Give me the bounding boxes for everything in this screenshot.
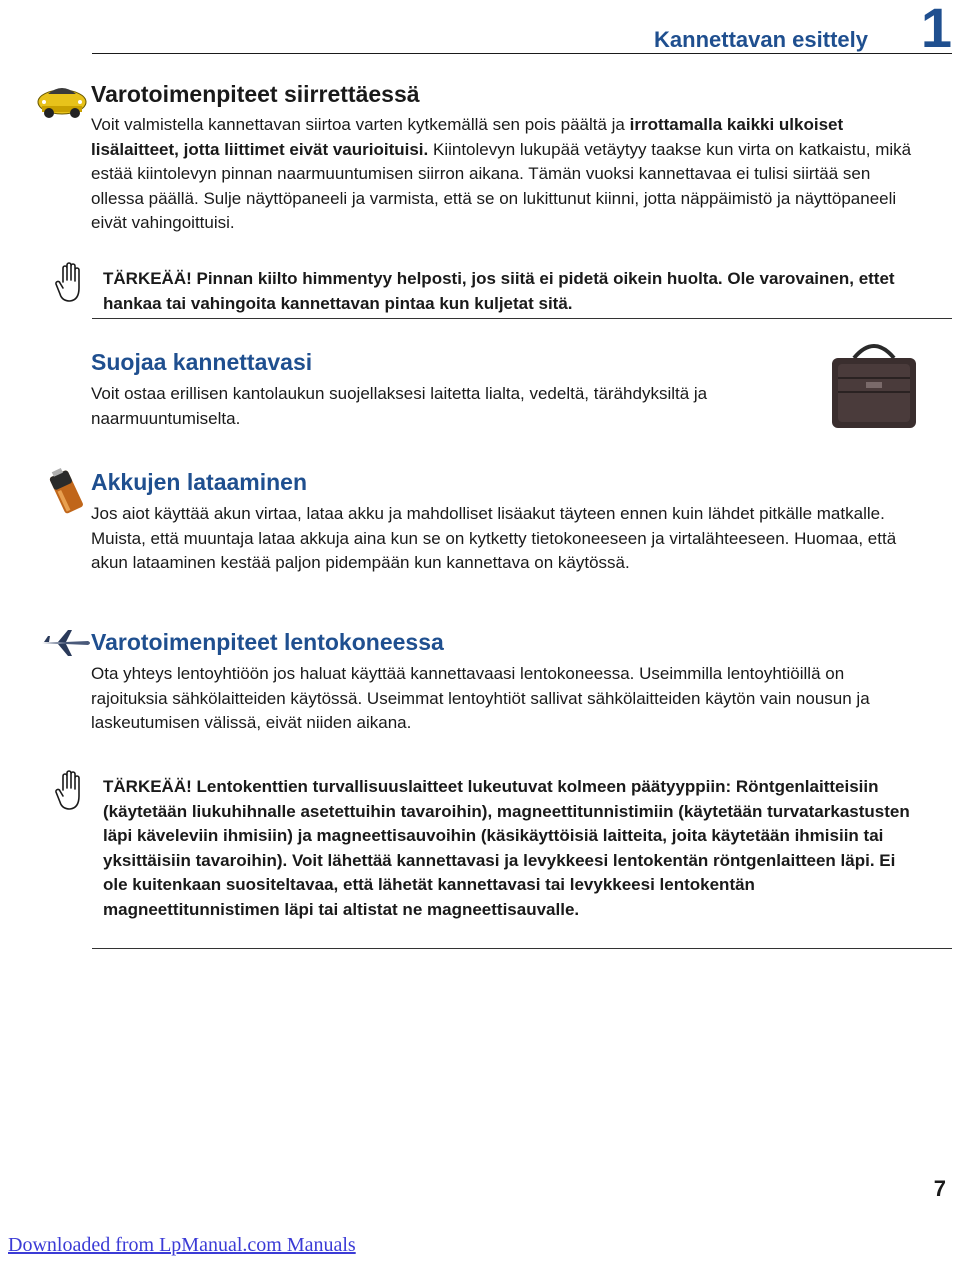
note-divider-1: [92, 318, 952, 319]
section-text-airplane: Ota yhteys lentoyhtiöön jos haluat käyttää kannettavaasi lentokoneessa. Useimmilla lentoyhtiöillä on rajoituksia sähkölaitteiden käytössä. Useimmat lentoyhtiöt sallivat sähkölaitteiden käytön vain nousun ja laskeutumisen välissä, eivät niiden aikana.: [91, 664, 870, 732]
car-icon: [36, 80, 88, 127]
note-divider-2: [92, 948, 952, 949]
section-text-transport: [91, 113, 921, 236]
header-divider: [92, 53, 952, 54]
hand-stop-icon: [54, 770, 86, 817]
chapter-title: Kannettavan esittely: [654, 27, 868, 52]
page-number: 7: [933, 1176, 946, 1201]
battery-icon: [46, 466, 86, 521]
transport-text-part2: Kiintolevyn lukupää vetäytyy taakse kun virta on katkaistu, mikä estää kiintolevyn pinnan naarmuuntumisen siirron aikana. Tämän vuoksi kannettavaa ei tulisi siirtää sen ollessa päällä. Sulje näyttöpaneeli ja varmista, että se on lukittunut kiinni, jotta näppäimistö ja näyttöpaneeli eivät vahingoittuisi.: [91, 139, 912, 232]
chapter-number: 1: [920, 0, 952, 59]
section-text-protect: Voit ostaa erillisen kantolaukun suojellaksesi laitetta lialta, vedeltä, tärähdyksiltä ja naarmuuntumiselta.: [91, 384, 708, 428]
section-title-airplane: Varotoimenpiteet lentokoneessa: [91, 629, 444, 655]
section-title-transport: Varotoimenpiteet siirrettäessä: [91, 81, 420, 107]
important-note-2: TÄRKEÄÄ! Lentokenttien turvallisuuslaitteet lukeutuvat kolmeen päätyyppiin: Röntgenlaitteisiin (käytetään liukuhihnalle asetettuihin tavaroihin), magneettitunnistimiin (käytetään turvatarkastusten läpi käveleviin ihmisiin) ja magneettisauvoihin (käsikäyttöisiä laitteita, joita käytetään ihmisiin tai yksittäisiin tavaroihin). Voit lähettää kannettavasi ja levykkeesi lentokentän röntgenlaitteen läpi. Ei ole kuitenkaan suositeltavaa, että lähetät kannettavasi tai levykkeesi lentokentän magneettitunnistimen läpi tai altistat ne magneettisauvalle.: [103, 777, 910, 919]
hand-stop-icon: [54, 262, 86, 309]
laptop-bag-image: [828, 334, 920, 437]
important-note-1: TÄRKEÄÄ! Pinnan kiilto himmentyy helposti, jos siitä ei pidetä oikein huolta. Ole varovainen, ettet hankaa tai vahingoita kannettavan pintaa kun kuljetat sitä.: [103, 269, 895, 313]
download-link[interactable]: Downloaded from LpManual.com Manuals: [8, 1234, 356, 1256]
transport-text-bold: irrottamalla kaikki ulkoiset lisälaitteet, jotta liittimet eivät vaurioituisi.: [91, 115, 844, 159]
section-title-protect: Suojaa kannettavasi: [91, 349, 313, 375]
airplane-icon: [40, 628, 92, 663]
section-title-battery: Akkujen lataaminen: [91, 469, 308, 495]
transport-text-part1: Voit valmistella kannettavan siirtoa varten kytkemällä sen pois päältä ja: [91, 115, 630, 134]
section-text-battery: Jos aiot käyttää akun virtaa, lataa akku ja mahdolliset lisäakut täyteen ennen kuin lähdet pitkälle matkalle. Muista, että muuntaja lataa akkuja aina kun se on kytketty tietokoneeseen ja virtalähteeseen. Huomaa, että akun lataaminen kestää paljon pidempään kun kannettava on käytössä.: [91, 504, 897, 572]
